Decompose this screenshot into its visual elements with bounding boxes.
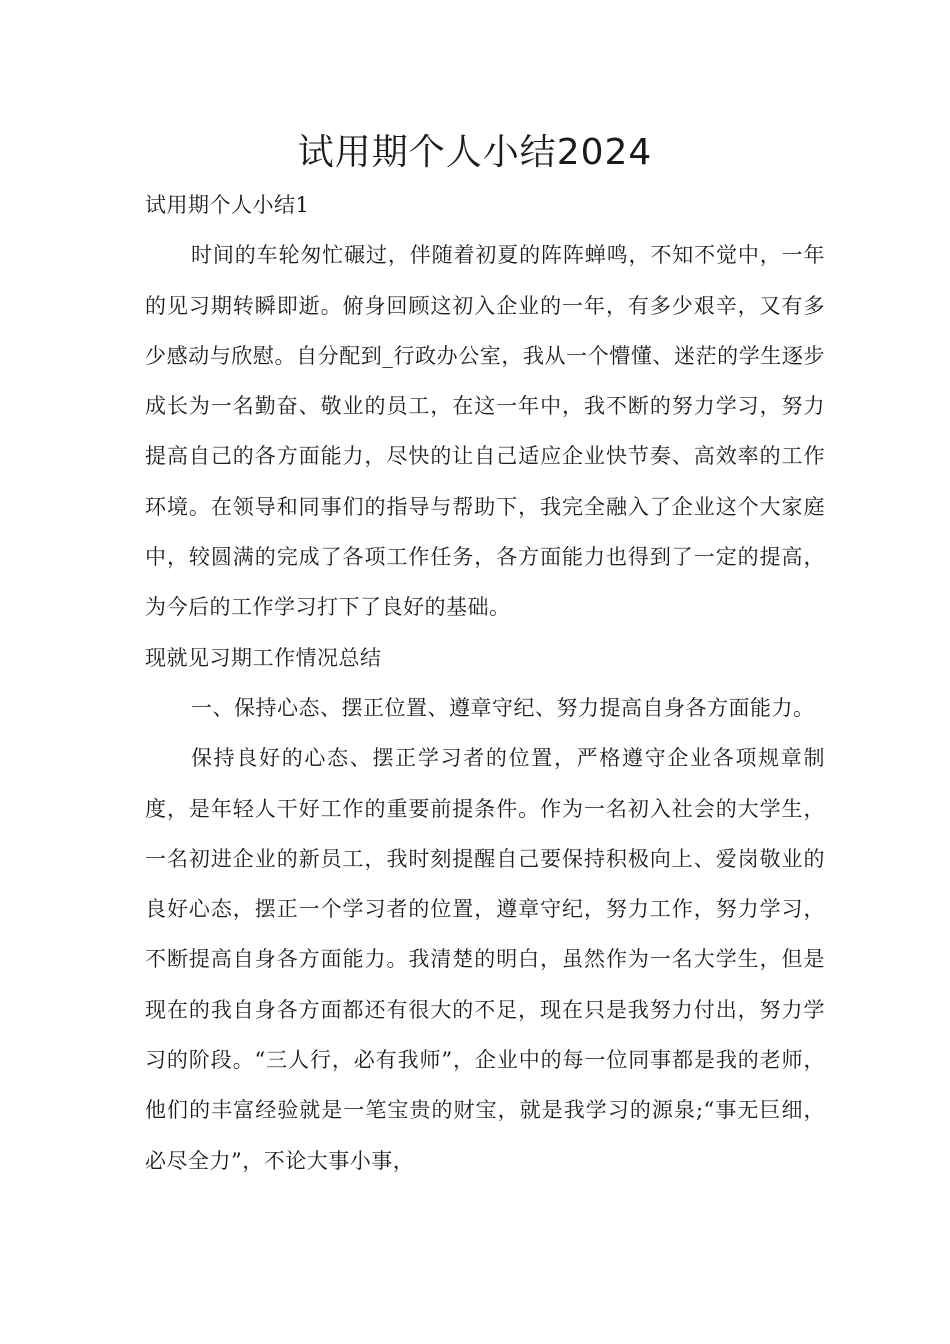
section-subtitle: 试用期个人小结1 bbox=[145, 193, 310, 217]
document-title: 试用期个人小结2024 bbox=[297, 132, 653, 173]
paragraph-summary-lead: 现就见习期工作情况总结 bbox=[145, 645, 382, 670]
section-heading-one: 一、保持心态、摆正位置、遵章守纪、努力提高自身各方面能力。 bbox=[191, 695, 815, 720]
paragraph-intro: 时间的车轮匆忙碾过，伴随着初夏的阵阵蝉鸣，不知不觉中，一年的见习期转瞬即逝。俯身回顾这初入企业的一年，有多少艰辛，又有多少感动与欣慰。自分配到_行政办公室，我从一个懵懂、迷茫的学生逐步成长为一名勤奋、敬业的员工，在这一年中，我不断的努力学习，努力提高自己的各方面能力，尽快的让自己适应企业快节奏、高效率的工作环境。在领导和同事们的指导与帮助下，我完全融入了企业这个大家庭中，较圆满的完成了各项工作任务，各方面能力也得到了一定的提高，为今后的工作学习打下了良好的基础。 bbox=[145, 243, 825, 620]
paragraph-attitude: 保持良好的心态、摆正学习者的位置，严格遵守企业各项规章制度，是年轻人干好工作的重要前提条件。作为一名初入社会的大学生，一名初进企业的新员工，我时刻提醒自己要保持积极向上、爱岗敬业的良好心态，摆正一个学习者的位置，遵章守纪，努力工作，努力学习，不断提高自身各方面能力。我清楚的明白，虽然作为一名大学生，但是现在的我自身各方面都还有很大的不足，现在只是我努力付出，努力学习的阶段。“三人行，必有我师”，企业中的每一位同事都是我的老师，他们的丰富经验就是一笔宝贵的财宝，就是我学习的源泉;“事无巨细，必尽全力”，不论大事小事， bbox=[145, 746, 825, 1173]
document-body bbox=[145, 180, 825, 1186]
